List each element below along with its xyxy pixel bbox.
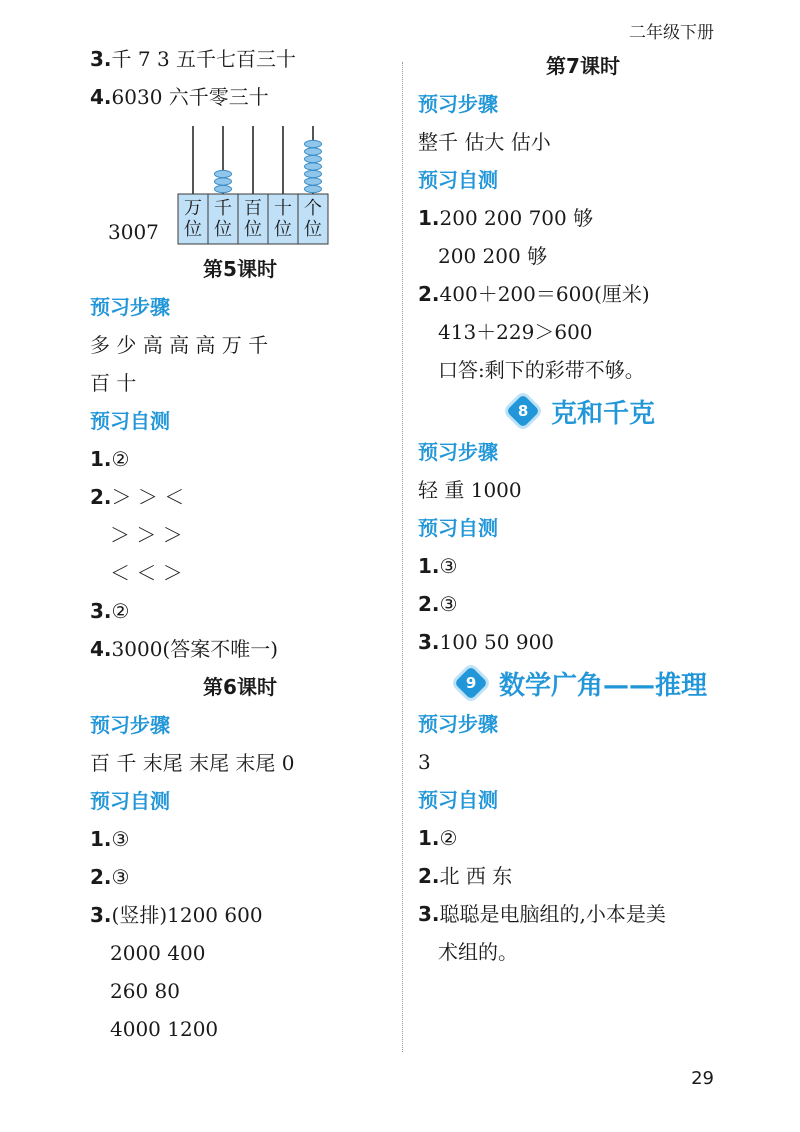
answer-line: 3.② [90, 599, 130, 623]
abacus-place-label: 十 [274, 198, 292, 219]
abacus-place-label: 位 [304, 219, 322, 240]
answer-line: 1.200 200 700 够 [418, 206, 594, 230]
lesson-title: 第6课时 [203, 675, 277, 699]
abacus-bead [215, 170, 232, 177]
section-label: 预习步骤 [418, 440, 498, 464]
answer-line: 4.3000(答案不唯一) [90, 637, 279, 661]
unit-title: 数学广角——推理 [498, 670, 707, 701]
left-column [90, 48, 390, 1056]
section-label: 预习步骤 [90, 713, 170, 737]
answer-line: 3.千 7 3 五千七百三十 [90, 47, 297, 71]
answer-line: 413＋229＞600 [438, 320, 593, 344]
abacus-bead [305, 148, 322, 155]
answer-line: ＜ ＜ ＞ [110, 561, 183, 585]
answer-line: 4000 1200 [110, 1017, 219, 1041]
abacus-bead [215, 185, 232, 192]
abacus-place-label: 位 [184, 219, 202, 240]
page-number: 29 [691, 1068, 714, 1089]
unit-badge-icon: 8 [506, 394, 540, 428]
answer-line: 3.100 50 900 [418, 630, 555, 654]
answer-line: 多 少 高 高 高 万 千 [90, 333, 269, 357]
answer-line: 3 [418, 750, 431, 774]
answer-line: 2.③ [418, 592, 458, 616]
right-column [418, 55, 748, 979]
answer-line: 1.③ [90, 827, 130, 851]
section-label: 预习自测 [418, 516, 498, 540]
section-label: 预习自测 [418, 168, 498, 192]
answer-line: 2.400＋200＝600(厘米) [418, 282, 650, 306]
answer-line: 260 80 [110, 979, 180, 1003]
answer-line: 1.② [90, 447, 130, 471]
answer-line: 2000 400 [110, 941, 206, 965]
abacus-diagram [176, 124, 336, 246]
answer-line: 3.聪聪是电脑组的,小本是美 [418, 902, 666, 926]
column-divider [402, 62, 403, 1052]
abacus-place-label: 个 [304, 198, 322, 219]
answer-line: 整千 估大 估小 [418, 130, 551, 154]
abacus-bead [215, 178, 232, 185]
answer-line: 术组的。 [438, 940, 518, 964]
section-label: 预习自测 [418, 788, 498, 812]
answer-line: 200 200 够 [438, 244, 548, 268]
answer-line: ＞ ＞ ＞ [110, 523, 183, 547]
unit-badge-icon: 9 [454, 666, 488, 700]
lesson-title: 第5课时 [203, 257, 277, 281]
unit-heading [418, 669, 748, 701]
answer-line: 2.北 西 东 [418, 864, 513, 888]
answer-line: 1.③ [418, 554, 458, 578]
abacus-place-label: 位 [274, 219, 292, 240]
abacus-figure [90, 124, 390, 246]
answer-line: 2.③ [90, 865, 130, 889]
section-label: 预习步骤 [418, 92, 498, 116]
answer-line: 轻 重 1000 [418, 478, 522, 502]
abacus-place-label: 百 [244, 198, 262, 219]
section-label: 预习步骤 [90, 295, 170, 319]
answer-line: 3.(竖排)1200 600 [90, 903, 263, 927]
abacus-bead [305, 185, 322, 192]
answer-line: 1.② [418, 826, 458, 850]
section-label: 预习步骤 [418, 712, 498, 736]
answer-line: 4.6030 六千零三十 [90, 85, 269, 109]
abacus-place-label: 千 [214, 198, 232, 219]
lesson-title: 第7课时 [546, 54, 620, 78]
abacus-number: 3007 [108, 220, 159, 244]
answer-line: 2.＞ ＞ ＜ [90, 485, 185, 509]
abacus-bead [305, 170, 322, 177]
answer-line: 口答:剩下的彩带不够。 [438, 358, 645, 382]
abacus-place-label: 万 [184, 198, 202, 219]
abacus-bead [305, 178, 322, 185]
section-label: 预习自测 [90, 409, 170, 433]
page-header: 二年级下册 [629, 23, 714, 43]
abacus-bead [305, 163, 322, 170]
unit-heading [418, 397, 748, 429]
abacus-place-label: 位 [244, 219, 262, 240]
section-label: 预习自测 [90, 789, 170, 813]
abacus-bead [305, 140, 322, 147]
abacus-bead [305, 155, 322, 162]
answer-line: 百 十 [90, 371, 137, 395]
abacus-place-label: 位 [214, 219, 232, 240]
unit-title: 克和千克 [550, 398, 655, 429]
answer-line: 百 千 末尾 末尾 末尾 0 [90, 751, 295, 775]
